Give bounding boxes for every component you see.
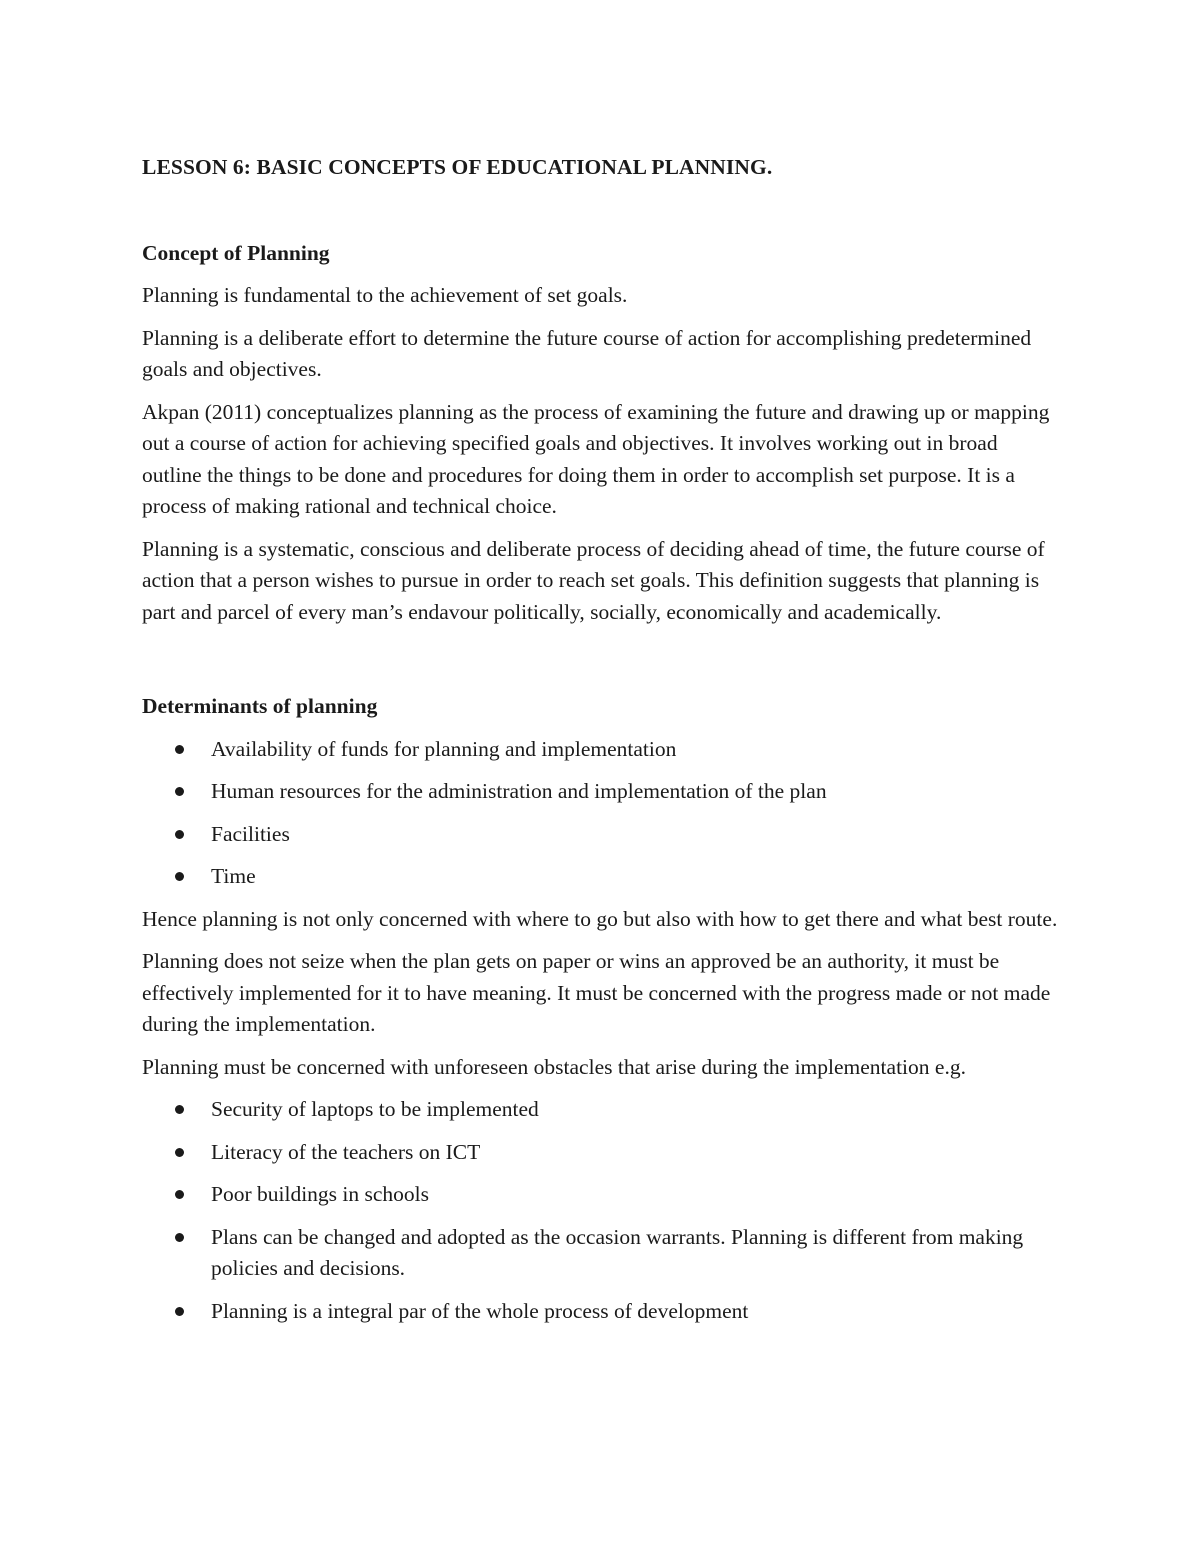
bullet-icon — [175, 1233, 184, 1242]
list-item-text: Literacy of the teachers on ICT — [211, 1139, 481, 1164]
paragraph: Planning is a deliberate effort to determine the future course of action for accomplishing predetermined goals and objectives. — [142, 325, 1032, 381]
list-item — [142, 1179, 1062, 1211]
list-item-text: Availability of funds for planning and implementation — [211, 736, 677, 761]
list-item-text: Time — [211, 864, 256, 888]
list-item — [142, 861, 1062, 893]
list-item-text: Plans can be changed and adopted as the occasion warrants. Planning is different from making policies and decisions. — [211, 1224, 1024, 1280]
paragraph: Planning must be concerned with unforeseen obstacles that arise during the implementation e.g. — [142, 1054, 966, 1079]
list-item-text: Planning is a integral par of the whole process of development — [211, 1298, 749, 1323]
list-item-text: Facilities — [211, 821, 290, 846]
bullet-icon — [175, 1105, 184, 1114]
bullet-icon — [175, 787, 184, 796]
list-item — [142, 1094, 1062, 1126]
paragraph: Planning is a systematic, conscious and deliberate process of deciding ahead of time, the future course of action that a person wishes to pursue in order to reach set goals. This definition suggests that planning is part and parcel of every man’s endavour politically, socially, economically and academically. — [142, 536, 1045, 624]
section-heading-concept: Concept of Planning — [142, 240, 330, 265]
paragraph: Hence planning is not only concerned with where to go but also with how to get there and what best route. — [142, 906, 1058, 931]
document-title: LESSON 6: BASIC CONCEPTS OF EDUCATIONAL PLANNING. — [142, 155, 773, 179]
section-heading-determinants: Determinants of planning — [142, 694, 378, 718]
list-item — [142, 1296, 1062, 1328]
list-item — [142, 819, 1062, 851]
paragraph: Planning is fundamental to the achievement of set goals. — [142, 283, 628, 307]
bullet-icon — [175, 1190, 184, 1199]
paragraph: Akpan (2011) conceptualizes planning as the process of examining the future and drawing up or mapping out a course of action for achieving specified goals and objectives. It involves working out in broad outline the things to be done and procedures for doing them in order to accomplish set purpose. It is a process of making rational and technical choice. — [142, 399, 1050, 518]
list-item — [142, 734, 1062, 766]
bullet-icon — [175, 1148, 184, 1157]
paragraph: Planning does not seize when the plan gets on paper or wins an approved be an authority, it must be effectively implemented for it to have meaning. It must be concerned with the progress made or not made during the implementation. — [142, 949, 1051, 1036]
bullet-icon — [175, 1307, 184, 1316]
list-item-text: Human resources for the administration and implementation of the plan — [211, 779, 827, 803]
list-item-text: Poor buildings in schools — [211, 1182, 430, 1206]
list-item — [142, 776, 1062, 808]
bullet-icon — [175, 872, 184, 881]
list-item-text: Security of laptops to be implemented — [211, 1097, 539, 1121]
list-item — [142, 1222, 1062, 1285]
document-page — [142, 152, 1062, 1327]
bullet-icon — [175, 745, 184, 754]
list-item — [142, 1137, 1062, 1169]
obstacles-list — [142, 1094, 1062, 1327]
determinants-list — [142, 734, 1062, 893]
bullet-icon — [175, 830, 184, 839]
